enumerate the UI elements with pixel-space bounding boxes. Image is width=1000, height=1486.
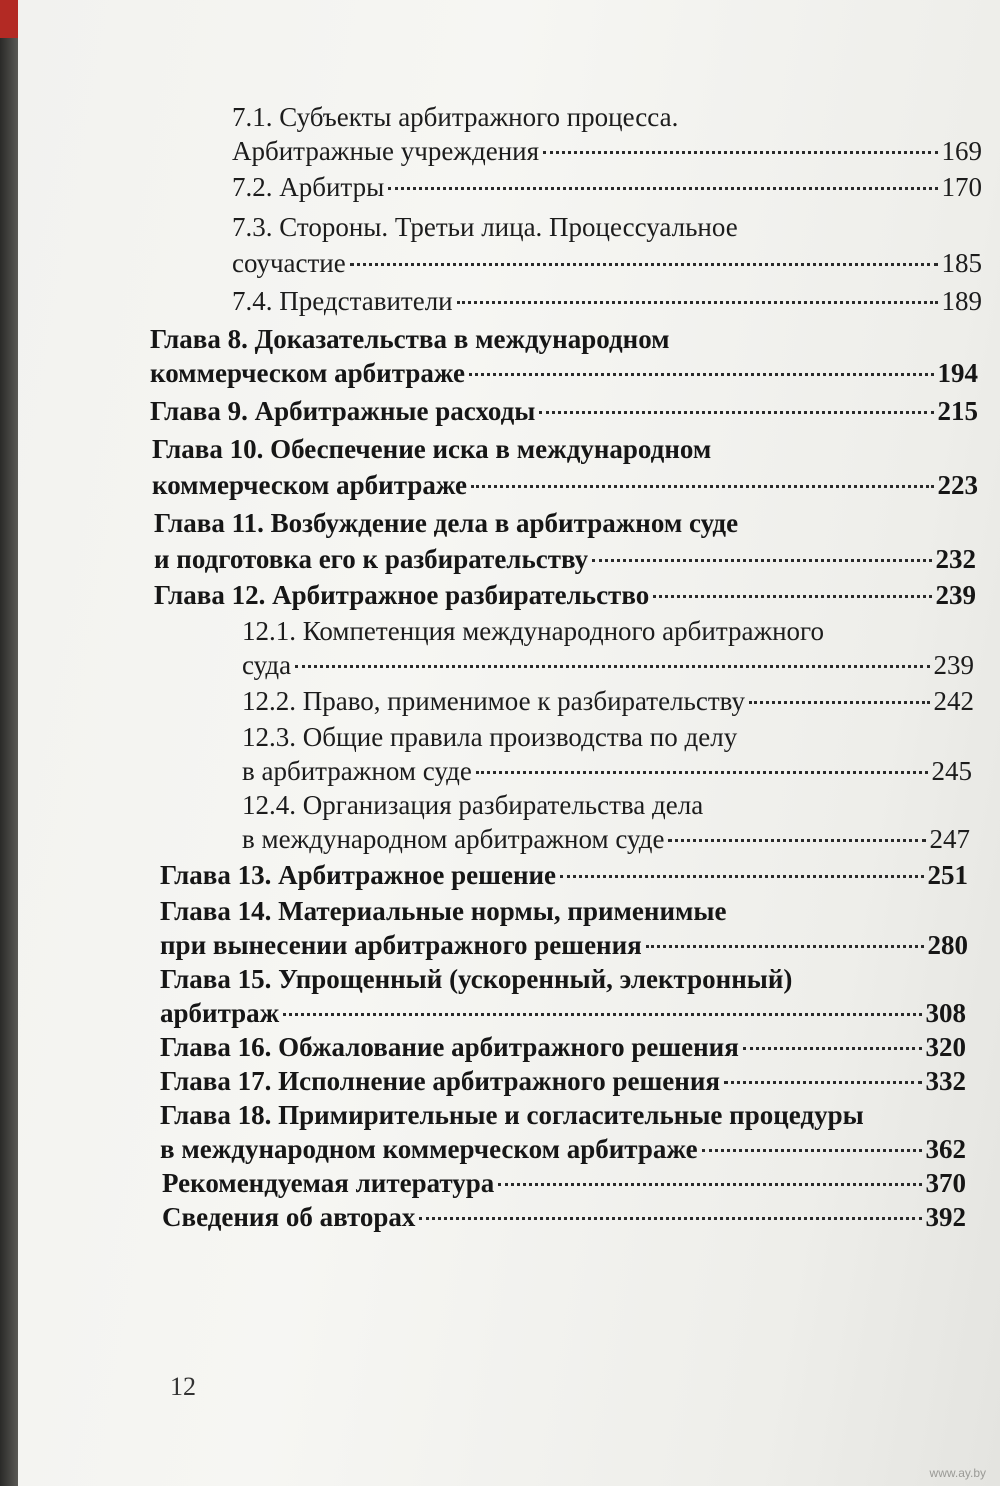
toc-entry-12-1: суда 239 — [242, 650, 974, 680]
toc-chapter-17: Глава 17. Исполнение арбитражного решения 332 — [160, 1066, 966, 1096]
page-ref: 215 — [937, 396, 978, 426]
toc-recommended-literature: Рекомендуемая литература 370 — [162, 1168, 966, 1198]
toc-chapter-15-line1: Глава 15. Упрощенный (ускоренный, электронный) — [160, 964, 793, 994]
toc-chapter-14-line1: Глава 14. Материальные нормы, применимые — [160, 896, 727, 926]
site-watermark: www.ay.by — [929, 1466, 986, 1480]
toc-chapter-9: Глава 9. Арбитражные расходы 215 — [150, 396, 978, 426]
toc-entry-12-4-line1: 12.4. Организация разбирательства дела — [242, 790, 704, 820]
toc-entry-7-3: соучастие 185 — [232, 248, 982, 278]
page-ref: 280 — [927, 930, 968, 960]
page-ref: 239 — [933, 650, 974, 680]
toc-chapter-10: коммерческом арбитраже 223 — [152, 470, 978, 500]
page-ref: 232 — [935, 544, 976, 574]
toc-entry-12-3-line1: 12.3. Общие правила производства по делу — [242, 722, 738, 752]
page-ref: 242 — [933, 686, 974, 716]
toc-entry-7-3-line1: 7.3. Стороны. Третьи лица. Процессуальное — [232, 212, 738, 242]
page-ref: 251 — [927, 860, 968, 890]
toc-chapter-8: коммерческом арбитраже 194 — [150, 358, 978, 388]
page-ref: 223 — [937, 470, 978, 500]
toc-entry-7-1: Арбитражные учреждения 169 — [232, 136, 982, 166]
page-ref: 332 — [925, 1066, 966, 1096]
toc-chapter-8-line1: Глава 8. Доказательства в международном — [150, 324, 670, 354]
toc-entry-7-1-line1: 7.1. Субъекты арбитражного процесса. — [232, 102, 679, 132]
page-ref: 189 — [941, 286, 982, 316]
toc-entry-12-3: в арбитражном суде 245 — [242, 756, 972, 786]
toc-entry-12-1-line1: 12.1. Компетенция международного арбитражного — [242, 616, 824, 646]
toc-chapter-14: при вынесении арбитражного решения 280 — [160, 930, 968, 960]
toc-entry-7-4: 7.4. Представители 189 — [232, 286, 982, 316]
page-ref: 308 — [925, 998, 966, 1028]
page-ref: 320 — [925, 1032, 966, 1062]
toc-chapter-15: арбитраж 308 — [160, 998, 966, 1028]
toc-chapter-11-line1: Глава 11. Возбуждение дела в арбитражном суде — [154, 508, 739, 538]
page-ref: 245 — [931, 756, 972, 786]
toc-chapter-12: Глава 12. Арбитражное разбирательство 239 — [154, 580, 976, 610]
page-ref: 239 — [935, 580, 976, 610]
page-ref: 170 — [941, 172, 982, 202]
page-ref: 247 — [929, 824, 970, 854]
toc-chapter-10-line1: Глава 10. Обеспечение иска в международном — [152, 434, 712, 464]
toc-entry-7-2: 7.2. Арбитры 170 — [232, 172, 982, 202]
page-ref: 194 — [937, 358, 978, 388]
page-ref: 185 — [941, 248, 982, 278]
page-ref: 362 — [925, 1134, 966, 1164]
page-ref: 392 — [925, 1202, 966, 1232]
toc-entry-12-2: 12.2. Право, применимое к разбирательству 242 — [242, 686, 974, 716]
toc-chapter-11: и подготовка его к разбирательству 232 — [154, 544, 976, 574]
page-ref: 370 — [925, 1168, 966, 1198]
page-number: 12 — [170, 1372, 196, 1401]
toc-entry-12-4: в международном арбитражном суде 247 — [242, 824, 970, 854]
toc-about-authors: Сведения об авторах 392 — [162, 1202, 966, 1232]
toc-chapter-13: Глава 13. Арбитражное решение 251 — [160, 860, 968, 890]
toc-chapter-18: в международном коммерческом арбитраже 362 — [160, 1134, 966, 1164]
page-ref: 169 — [941, 136, 982, 166]
toc-chapter-16: Глава 16. Обжалование арбитражного решения 320 — [160, 1032, 966, 1062]
toc-chapter-18-line1: Глава 18. Примирительные и согласительные процедуры — [160, 1100, 864, 1130]
